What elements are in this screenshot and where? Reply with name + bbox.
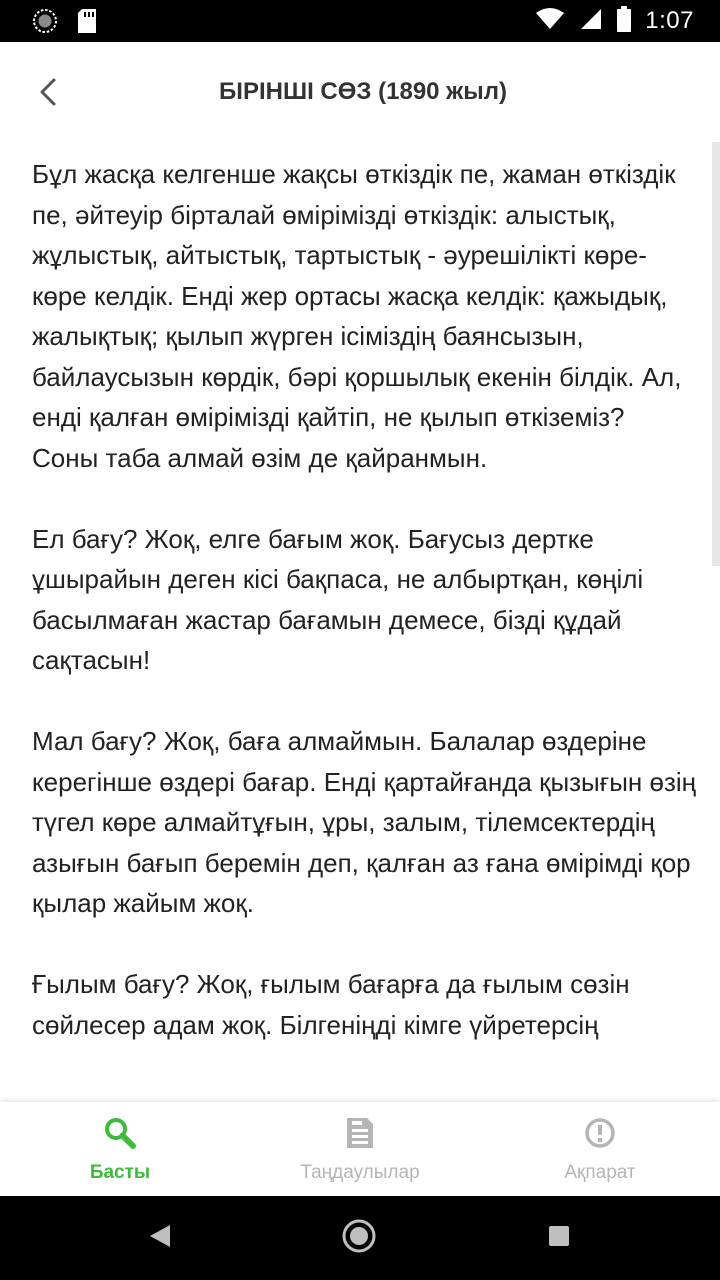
article-paragraph: Ғылым бағу? Жоқ, ғылым бағарға да ғылым сөзін сөйлесер адам жоқ. Білгеніңді кімге үйретерсің [32, 969, 630, 1040]
info-icon [584, 1116, 616, 1150]
wifi-icon [535, 7, 565, 36]
app-header [0, 42, 720, 142]
search-icon [103, 1116, 137, 1150]
status-bar-left [32, 8, 98, 39]
back-triangle-icon [148, 1223, 172, 1254]
settings-icon [32, 8, 58, 39]
nav-label: Ақпарат [564, 1162, 636, 1183]
nav-item-favorites[interactable] [240, 1102, 480, 1196]
article-scroll-area[interactable] [0, 142, 720, 1102]
nav-item-info[interactable] [480, 1102, 720, 1196]
article-paragraph: Бұл жасқа келгенше жақсы өткіздік пе, жаман өткіздік пе, әйтеуір бірталай өмірімізді өткіздік: алыстық, жұлыстық, айтыстық, тартыстық - әурешілікті көре-көре келдік. Енді жер ортасы жасқа келдік: қажыдық, жалықтық; қылып жүрген ісіміздің баянсызын, байлаусызын көрдік, бәрі қоршылық екенін білдік. Ал, енді қалған өмірімізді қайтіп, не қылып өткіземіз? Соны таба алмай өзім де қайранмын. [32, 159, 682, 473]
article-paragraph: Мал бағу? Жоқ, баға алмаймын. Балалар өздеріне керегінше өздері бағар. Енді қартайғанда қызығын өзің түгел көре алмайтұғын, ұры, залым, тілемсектердің азығын бағып беремін деп, қалған аз ғана өмірімді қор қылар жайым жоқ. [32, 726, 697, 918]
system-home-button[interactable] [341, 1220, 377, 1256]
article-paragraph: Ел бағу? Жоқ, елге бағым жоқ. Бағусыз дертке ұшырайын деген кісі бақпаса, не албыртқан, көңілі басылмаған жастар бағамын демесе, бізді құдай сақтасын! [32, 523, 644, 675]
bottom-navigation [0, 1102, 720, 1196]
status-bar [0, 0, 720, 42]
status-time: 1:07 [645, 7, 694, 34]
system-navigation-bar [0, 1196, 720, 1280]
signal-icon [579, 7, 603, 36]
back-button[interactable] [24, 70, 72, 118]
status-bar-right [535, 4, 694, 38]
chevron-left-icon [36, 77, 60, 112]
battery-icon [617, 6, 631, 37]
article-body [32, 154, 698, 1086]
scrollbar[interactable] [712, 142, 720, 566]
nav-label: Басты [89, 1162, 151, 1183]
home-circle-icon [341, 1218, 377, 1259]
document-icon [345, 1116, 375, 1150]
sd-card-icon [76, 8, 98, 39]
recents-square-icon [547, 1224, 571, 1253]
nav-label: Таңдаулылар [300, 1162, 420, 1183]
page-title: БІРІНШІ СӨЗ (1890 жыл) [219, 78, 507, 105]
system-recents-button[interactable] [541, 1220, 577, 1256]
nav-item-home[interactable] [0, 1102, 240, 1196]
system-back-button[interactable] [142, 1220, 178, 1256]
